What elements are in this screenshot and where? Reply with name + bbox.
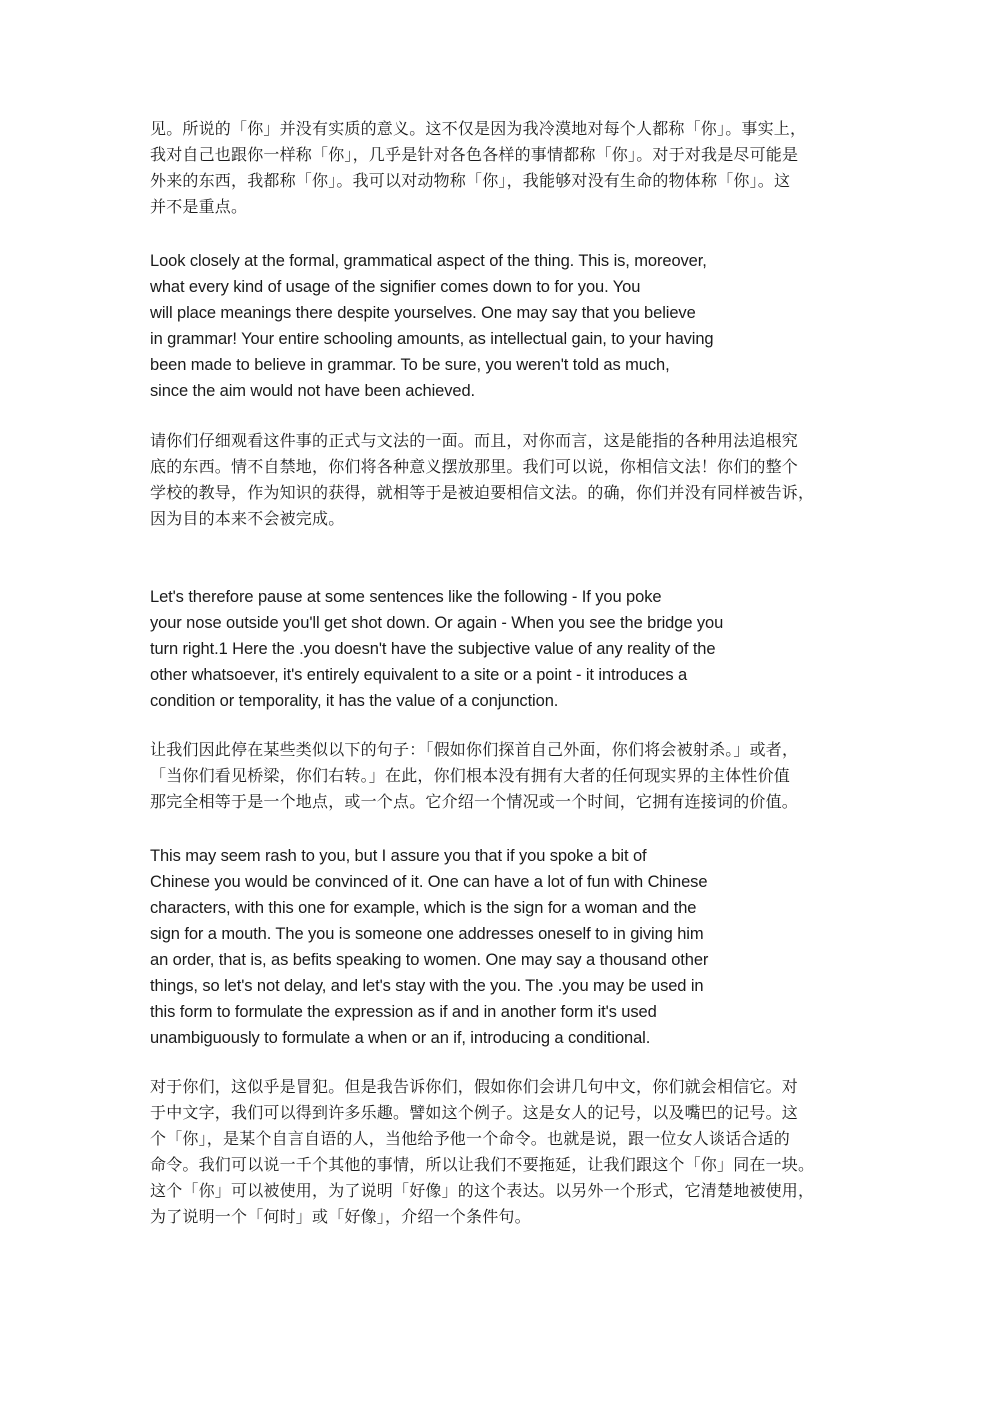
text-line: 命令。我们可以说一千个其他的事情，所以让我们不要拖延，让我们跟这个「你」同在一块。: [150, 1155, 815, 1174]
text-line: turn right.1 Here the .you doesn't have the subjective value of any reality of the: [150, 640, 716, 658]
text-line: since the aim would not have been achieved.: [150, 382, 475, 400]
paragraph-en-2: [150, 584, 850, 714]
text-line: 学校的教导，作为知识的获得，就相等于是被迫要相信文法。的确，你们并没有同样被告诉，: [150, 483, 815, 502]
text-line: will place meanings there despite yourselves. One may say that you believe: [150, 304, 696, 322]
text-line: 那完全相等于是一个地点，或一个点。它介绍一个情况或一个时间，它拥有连接词的价值。: [150, 792, 799, 811]
paragraph-en-1: [150, 248, 850, 404]
paragraph-zh-1: [150, 116, 850, 220]
text-line: 外来的东西，我都称「你」。我可以对动物称「你」，我能够对没有生命的物体称「你」。这: [150, 171, 791, 190]
text-line: this form to formulate the expression as if and in another form it's used: [150, 1003, 657, 1021]
text-line: 见。所说的「你」并没有实质的意义。这不仅是因为我冷漠地对每个人都称「你」。事实上，: [150, 119, 807, 138]
text-line: Look closely at the formal, grammatical aspect of the thing. This is, moreover,: [150, 252, 707, 270]
paragraph-zh-4: [150, 1074, 850, 1230]
text-line: 并不是重点。: [150, 197, 248, 216]
text-line: your nose outside you'll get shot down. Or again - When you see the bridge you: [150, 614, 724, 632]
text-line: 个「你」，是某个自言自语的人，当他给予他一个命令。也就是说，跟一位女人谈话合适的: [150, 1129, 791, 1148]
text-line: been made to believe in grammar. To be sure, you weren't told as much,: [150, 356, 670, 374]
text-line: characters, with this one for example, which is the sign for a woman and the: [150, 899, 697, 917]
document-page: [150, 116, 850, 1230]
text-line: 于中文字，我们可以得到许多乐趣。譬如这个例子。这是女人的记号，以及嘴巴的记号。这: [150, 1103, 799, 1122]
text-line: Chinese you would be convinced of it. One can have a lot of fun with Chinese: [150, 873, 708, 891]
text-line: unambiguously to formulate a when or an if, introducing a conditional.: [150, 1029, 651, 1047]
text-line: 让我们因此停在某些类似以下的句子：「假如你们探首自己外面，你们将会被射杀。」或者，: [150, 740, 799, 759]
text-line: in grammar! Your entire schooling amounts, as intellectual gain, to your having: [150, 330, 714, 348]
paragraph-zh-3: [150, 737, 850, 815]
paragraph-zh-2: [150, 428, 850, 532]
text-line: condition or temporality, it has the value of a conjunction.: [150, 692, 559, 710]
text-line: 对于你们，这似乎是冒犯。但是我告诉你们，假如你们会讲几句中文，你们就会相信它。对: [150, 1077, 799, 1096]
text-line: things, so let's not delay, and let's stay with the you. The .you may be used in: [150, 977, 704, 995]
paragraph-en-3: [150, 843, 850, 1051]
text-line: 底的东西。情不自禁地，你们将各种意义摆放那里。我们可以说，你相信文法！你们的整个: [150, 457, 799, 476]
text-line: other whatsoever, it's entirely equivalent to a site or a point - it introduces a: [150, 666, 688, 684]
text-line: what every kind of usage of the signifier comes down to for you. You: [150, 278, 641, 296]
text-line: an order, that is, as befits speaking to women. One may say a thousand other: [150, 951, 709, 969]
text-line: 为了说明一个「何时」或「好像」，介绍一个条件句。: [150, 1207, 531, 1226]
text-line: 因为目的本来不会被完成。: [150, 509, 345, 528]
text-line: 请你们仔细观看这件事的正式与文法的一面。而且，对你而言，这是能指的各种用法追根究: [150, 431, 799, 450]
text-line: Let's therefore pause at some sentences like the following - If you poke: [150, 588, 662, 606]
text-line: 这个「你」可以被使用，为了说明「好像」的这个表达。以另外一个形式，它清楚地被使用，: [150, 1181, 815, 1200]
text-line: 我对自己也跟你一样称「你」，几乎是针对各色各样的事情都称「你」。对于对我是尽可能是: [150, 145, 799, 164]
text-line: This may seem rash to you, but I assure you that if you spoke a bit of: [150, 847, 647, 865]
text-line: sign for a mouth. The you is someone one addresses oneself to in giving him: [150, 925, 704, 943]
text-line: 「当你们看见桥梁，你们右转。」在此，你们根本没有拥有大者的任何现实界的主体性价值: [150, 766, 791, 785]
